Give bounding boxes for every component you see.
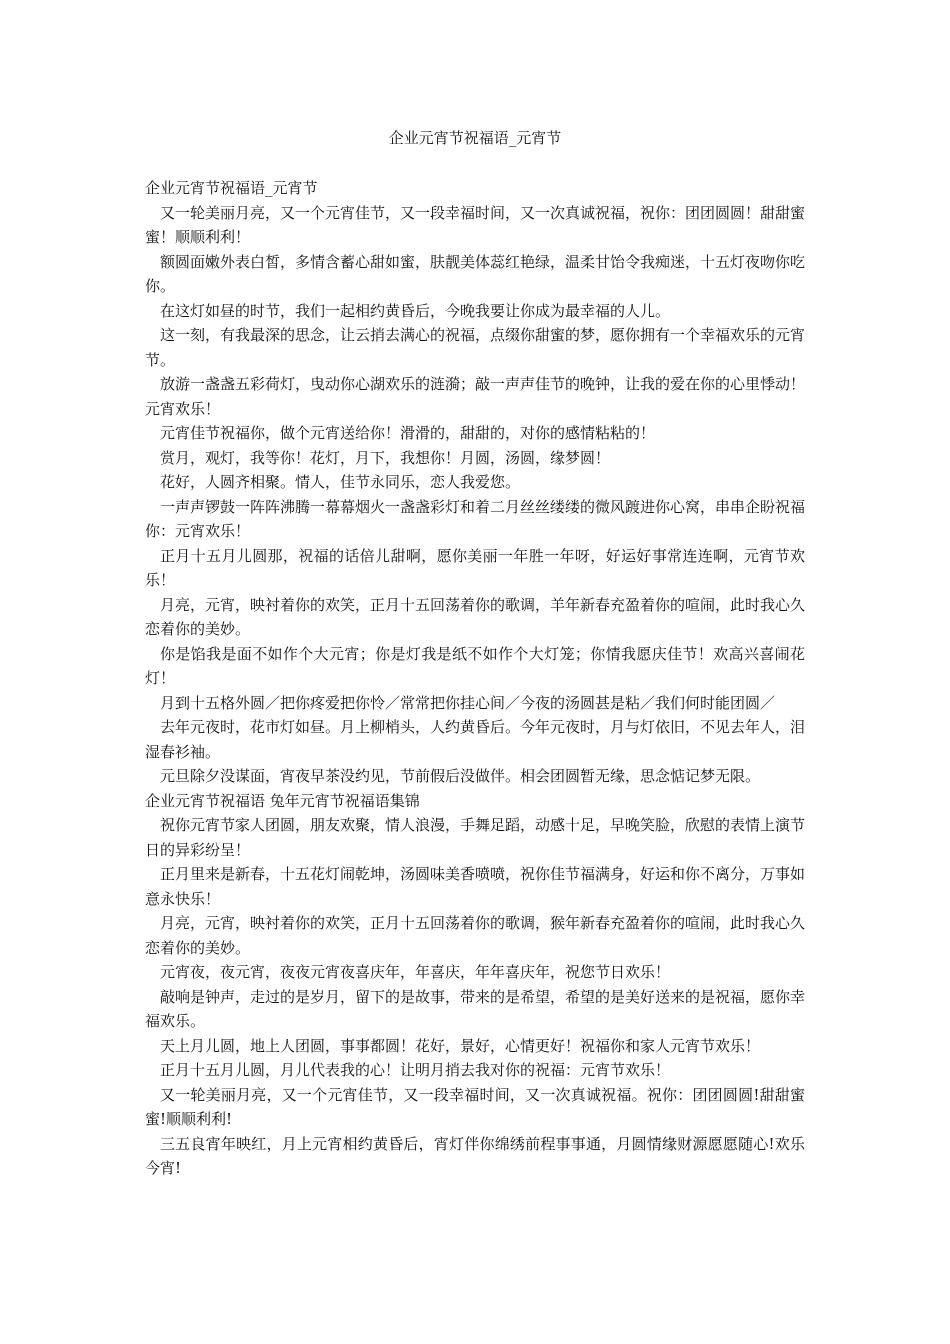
paragraph: 又一轮美丽月亮，又一个元宵佳节，又一段幸福时间，又一次真诚祝福，祝你：团团圆圆！甜甜蜜蜜！顺顺利利！ <box>145 203 806 246</box>
paragraph: 敲响是钟声，走过的是岁月，留下的是故事，带来的是希望，希望的是美好送来的是祝福，愿你幸福欢乐。 <box>145 987 806 1030</box>
section-heading: 企业元宵节祝福语_元宵节 <box>145 179 318 197</box>
paragraph: 月到十五格外圆／把你疼爱把你怜／常常把你挂心间／今夜的汤圆甚是粘／我们何时能团圆／ <box>160 693 776 712</box>
paragraph: 放游一盏盏五彩荷灯，曳动你心湖欢乐的涟漪；敲一声声佳节的晚钟，让我的爱在你的心里悸动！元宵欢乐！ <box>145 375 806 418</box>
paragraph: 三五良宵年映红，月上元宵相约黄昏后，宵灯伴你绵绣前程事事通，月圆情缘财源愿愿随心!欢乐今宵! <box>145 1134 805 1177</box>
paragraph: 正月十五月儿圆那，祝福的话倍儿甜啊，愿你美丽一年胜一年呀，好运好事常连连啊，元宵节欢乐！ <box>145 546 805 589</box>
paragraph: 在这灯如昼的时节，我们一起相约黄昏后，今晚我要让你成为最幸福的人儿。 <box>160 301 671 320</box>
paragraph: 又一轮美丽月亮，又一个元宵佳节，又一段幸福时间，又一次真诚祝福。祝你：团团圆圆!甜甜蜜蜜!顺顺利利! <box>145 1085 805 1128</box>
paragraph: 元宵佳节祝福你，做个元宵送给你！滑滑的，甜甜的，对你的感情粘粘的！ <box>160 424 656 442</box>
section-heading: 企业元宵节祝福语 兔年元宵节祝福语集锦 <box>145 791 420 810</box>
paragraph: 祝你元宵节家人团圆，朋友欢聚，情人浪漫，手舞足蹈，动感十足，早晚笑脸，欣慰的表情上演节日的异彩纷呈！ <box>145 816 806 859</box>
paragraph: 正月里来是新春，十五花灯闹乾坤，汤圆味美香喷喷，祝你佳节福满身，好运和你不离分，万事如意永快乐！ <box>145 865 806 908</box>
paragraph: 元旦除夕没谋面，宵夜早茶没约见，节前假后没做伴。相会团圆暂无缘，思念惦记梦无限。 <box>160 767 761 785</box>
paragraph: 这一刻，有我最深的思念，让云捎去满心的祝福，点缀你甜蜜的梦，愿你拥有一个幸福欢乐的元宵节。 <box>145 326 806 369</box>
paragraph: 天上月儿圆，地上人团圆，事事都圆！花好，景好，心情更好！祝福你和家人元宵节欢乐！ <box>160 1036 761 1055</box>
document-body <box>145 176 805 1181</box>
paragraph: 正月十五月儿圆，月儿代表我的心！让明月捎去我对你的祝福：元宵节欢乐！ <box>160 1061 671 1079</box>
paragraph: 一声声锣鼓一阵阵沸腾一幕幕烟火一盏盏彩灯和着二月丝丝缕缕的微风踱进你心窝，串串企盼祝福你：元宵欢乐！ <box>145 497 806 540</box>
paragraph: 赏月，观灯，我等你！花灯，月下，我想你！月圆，汤圆，缘梦圆！ <box>160 448 611 467</box>
paragraph: 你是馅我是面不如作个大元宵；你是灯我是纸不如作个大灯笼；你情我愿庆佳节！欢高兴喜闹花灯！ <box>145 644 805 687</box>
document-title: 企业元宵节祝福语_元宵节 <box>388 129 562 147</box>
paragraph: 月亮，元宵，映衬着你的欢笑，正月十五回荡着你的歌调，猴年新春充盈着你的喧闹，此时我心久恋着你的美妙。 <box>145 914 806 957</box>
paragraph: 月亮，元宵，映衬着你的欢笑，正月十五回荡着你的歌调，羊年新春充盈着你的喧闹，此时我心久恋着你的美妙。 <box>145 595 806 638</box>
paragraph: 额圆面嫩外表白皙，多情含蓄心甜如蜜，肤靓美体蕊红艳绿，温柔甘饴令我痴迷，十五灯夜吻你吃你。 <box>145 252 806 295</box>
paragraph: 花好，人圆齐相聚。情人，佳节永同乐，恋人我爱您。 <box>160 473 521 491</box>
paragraph: 去年元夜时，花市灯如昼。月上柳梢头，人约黄昏后。今年元夜时，月与灯依旧，不见去年人，泪湿春衫袖。 <box>145 718 806 761</box>
paragraph: 元宵夜，夜元宵，夜夜元宵夜喜庆年，年喜庆，年年喜庆年，祝您节日欢乐！ <box>160 963 671 981</box>
